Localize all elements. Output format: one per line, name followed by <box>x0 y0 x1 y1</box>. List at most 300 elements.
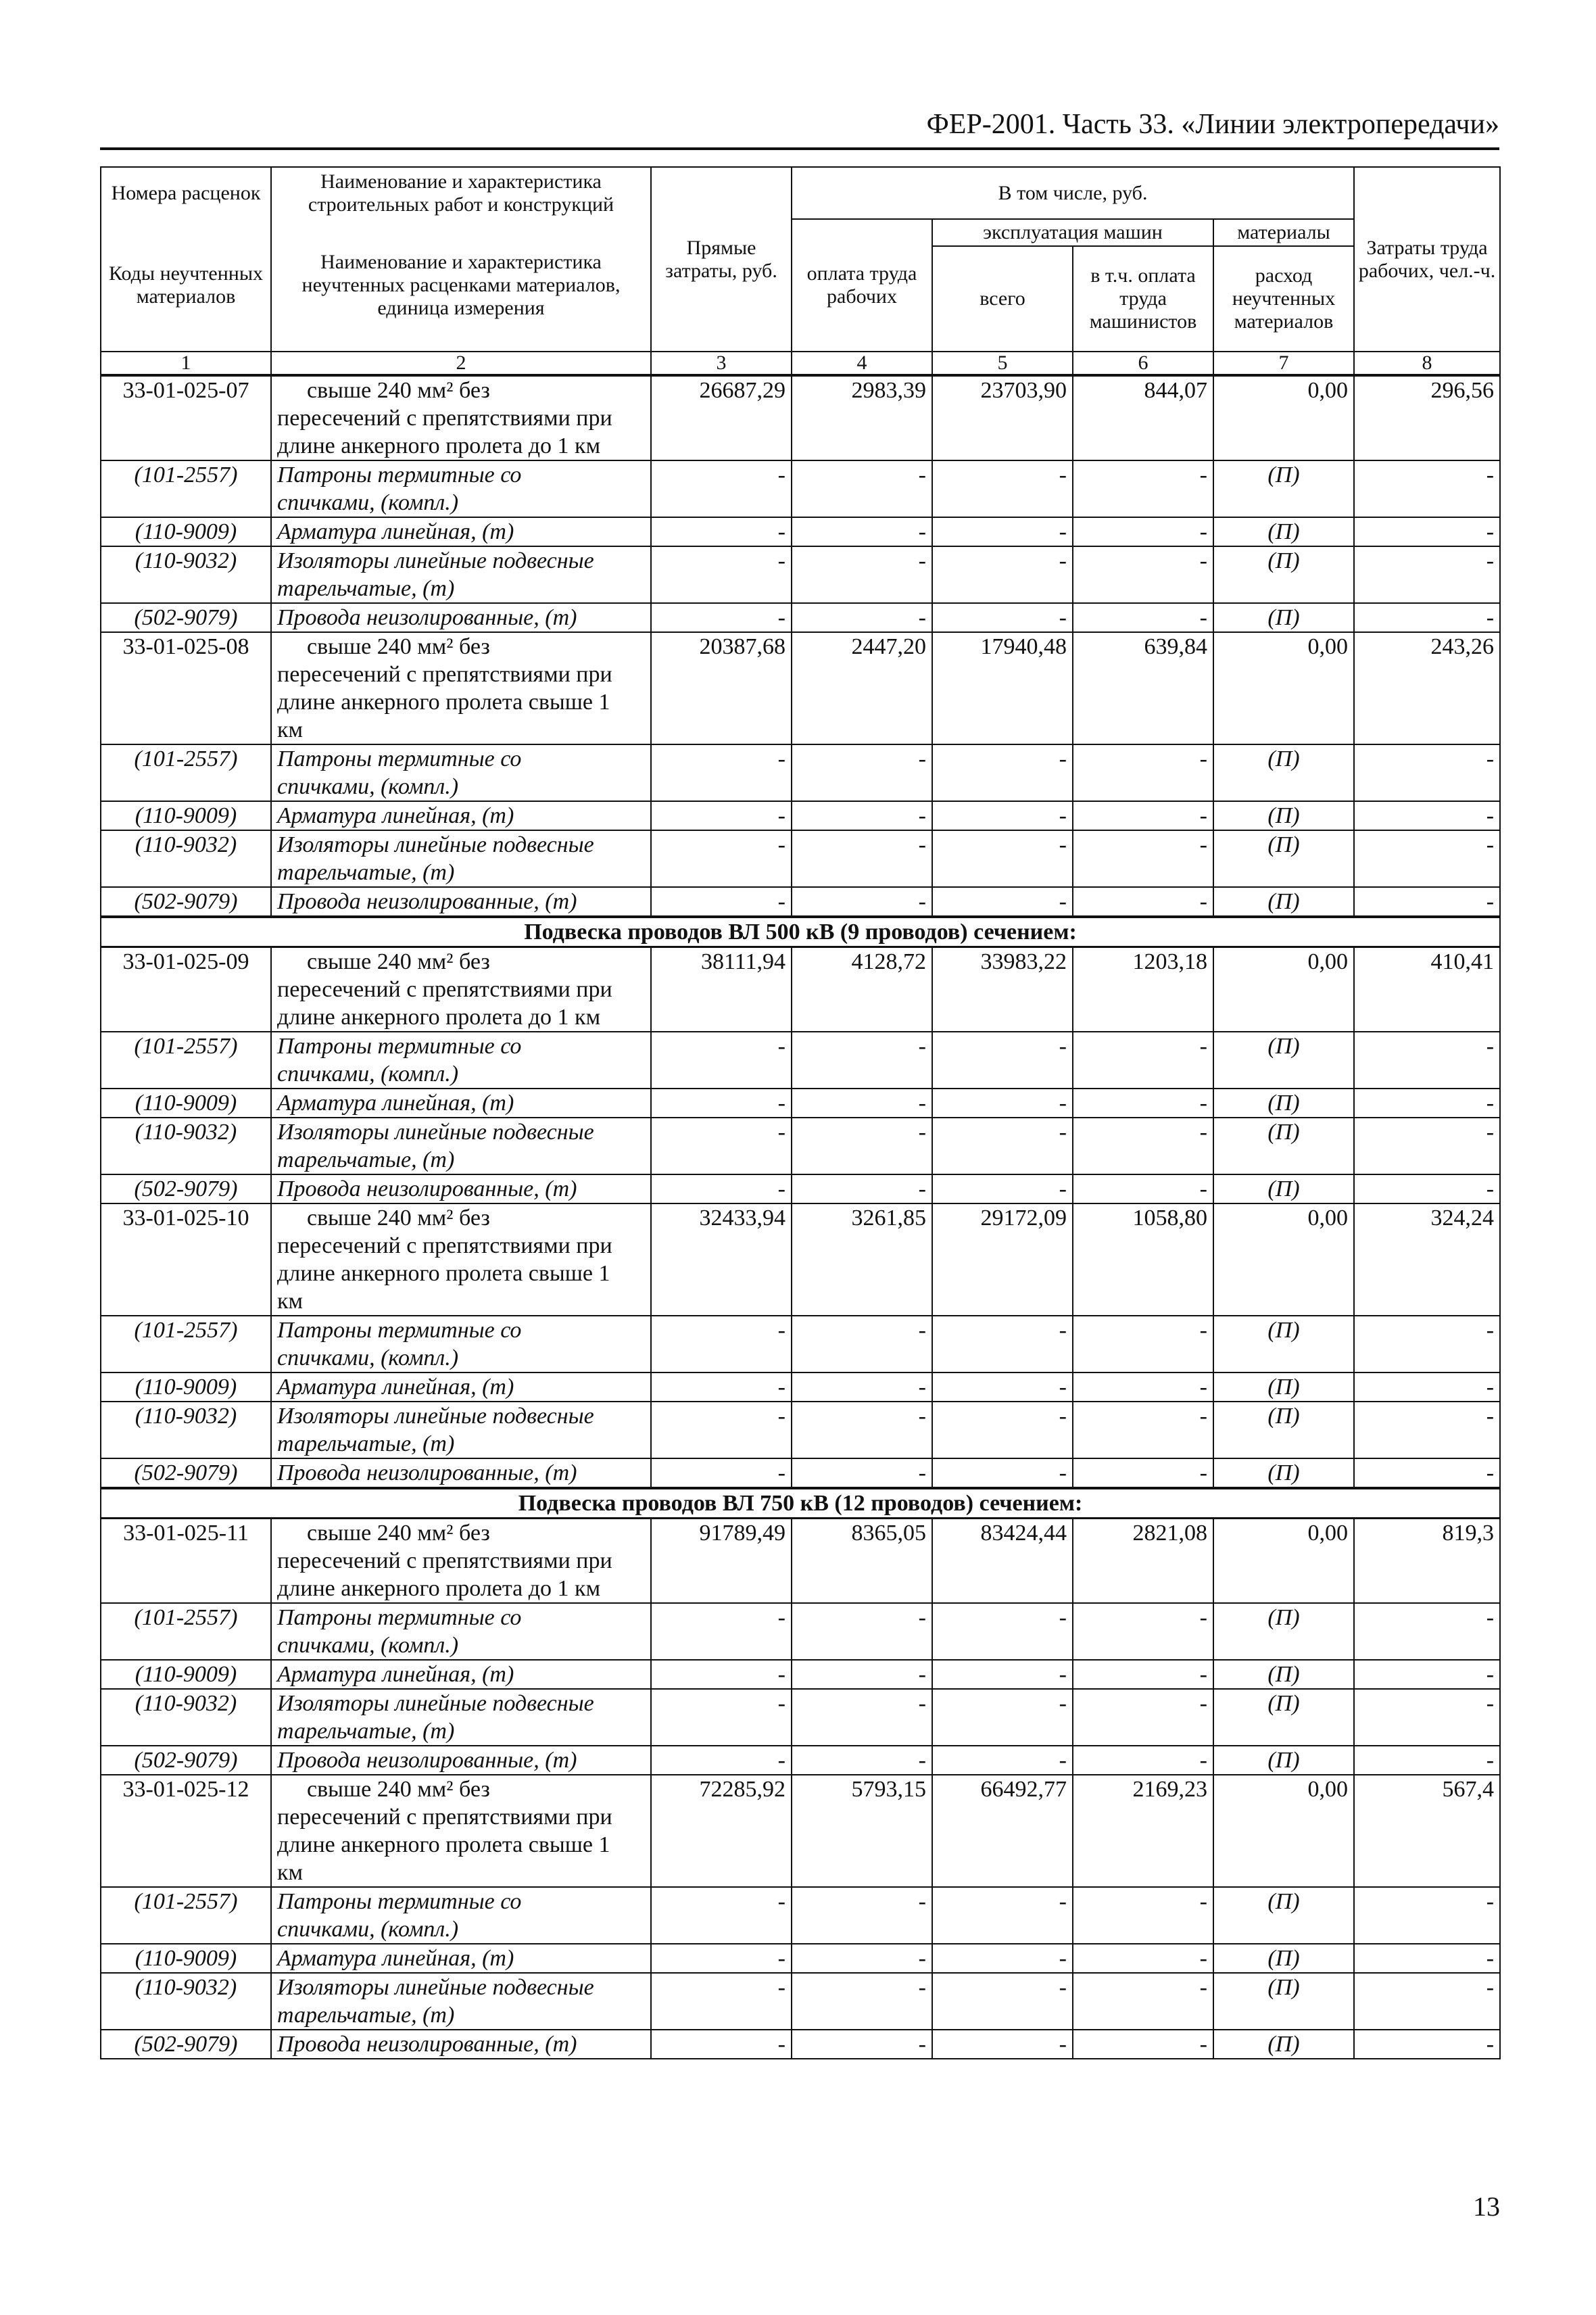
th-rates: Номера расценок <box>101 167 271 219</box>
material-mark: (П) <box>1213 546 1354 603</box>
dash-value: - <box>932 460 1073 517</box>
dash-value: - <box>1354 1316 1500 1373</box>
material-row <box>101 887 1500 917</box>
col-num: 1 <box>101 352 271 375</box>
text-line: пересечений с препятствиями при <box>277 1805 612 1830</box>
material-name <box>271 460 651 517</box>
text-line: км <box>277 717 304 742</box>
material-mark: (П) <box>1213 1944 1354 1973</box>
text-line: длине анкерного пролета свыше 1 <box>277 690 610 715</box>
dash-value: - <box>792 546 932 603</box>
text-line: Изоляторы линейные подвесные <box>277 1975 594 2000</box>
dash-value: - <box>792 1118 932 1174</box>
text-line: пересечений с препятствиями при <box>277 662 612 687</box>
rate-row <box>101 1519 1500 1604</box>
machinist-pay: 1203,18 <box>1073 947 1213 1032</box>
rate-description <box>271 1203 651 1316</box>
material-code: (502-9079) <box>101 603 271 632</box>
dash-value: - <box>1073 517 1213 546</box>
material-name <box>271 1316 651 1373</box>
dash-value: - <box>932 546 1073 603</box>
dash-value: - <box>792 1032 932 1089</box>
text-line: тарельчатые, (т) <box>277 860 455 885</box>
text-line: пересечений с препятствиями при <box>277 1548 612 1573</box>
dash-value: - <box>651 603 792 632</box>
text-line: тарельчатые, (т) <box>277 576 455 601</box>
material-name <box>271 1458 651 1488</box>
dash-value: - <box>1073 1373 1213 1402</box>
text-line: спичками, (компл.) <box>277 1633 459 1658</box>
material-code: (110-9009) <box>101 1373 271 1402</box>
dash-value: - <box>1354 1032 1500 1089</box>
dash-value: - <box>1073 1118 1213 1174</box>
material-code: (110-9009) <box>101 801 271 830</box>
dash-value: - <box>1354 546 1500 603</box>
th-codes: Коды неучтенных материалов <box>101 219 271 352</box>
material-name <box>271 2030 651 2059</box>
material-row <box>101 1887 1500 1944</box>
text-line: Изоляторы линейные подвесные <box>277 548 594 573</box>
text-line: спичками, (компл.) <box>277 1061 459 1087</box>
text-line: свыше 240 мм² без <box>307 634 490 659</box>
material-row <box>101 460 1500 517</box>
dash-value: - <box>1354 1118 1500 1174</box>
dash-value: - <box>1354 1944 1500 1973</box>
dash-value: - <box>932 1689 1073 1746</box>
dash-value: - <box>932 1973 1073 2030</box>
material-name <box>271 1973 651 2030</box>
material-row <box>101 2030 1500 2059</box>
dash-value: - <box>651 2030 792 2059</box>
material-code: (101-2557) <box>101 1603 271 1660</box>
dash-value: - <box>1073 1973 1213 2030</box>
th-incl-pay: в т.ч. оплата труда машинистов <box>1073 246 1213 352</box>
dash-value: - <box>1354 887 1500 917</box>
material-row <box>101 1174 1500 1203</box>
material-name <box>271 1944 651 1973</box>
dash-value: - <box>792 1689 932 1746</box>
direct-cost: 20387,68 <box>651 632 792 744</box>
text-line: свыше 240 мм² без <box>307 1777 490 1802</box>
dash-value: - <box>792 1089 932 1118</box>
material-row <box>101 1458 1500 1488</box>
material-name <box>271 1118 651 1174</box>
dash-value: - <box>651 1603 792 1660</box>
material-mark: (П) <box>1213 1660 1354 1689</box>
dash-value: - <box>1354 1174 1500 1203</box>
direct-cost: 38111,94 <box>651 947 792 1032</box>
rate-row <box>101 947 1500 1032</box>
machines-total: 29172,09 <box>932 1203 1073 1316</box>
dash-value: - <box>651 1689 792 1746</box>
material-row <box>101 1402 1500 1458</box>
material-mark: (П) <box>1213 1746 1354 1775</box>
rate-code: 33-01-025-08 <box>101 632 271 744</box>
text-line: свыше 240 мм² без <box>307 949 490 974</box>
text-line: Изоляторы линейные подвесные <box>277 832 594 857</box>
material-name <box>271 1402 651 1458</box>
dash-value: - <box>792 744 932 801</box>
page-header: ФЕР-2001. Часть 33. «Линии электропередачи» <box>100 108 1499 150</box>
text-line: Изоляторы линейные подвесные <box>277 1691 594 1716</box>
dash-value: - <box>792 1944 932 1973</box>
material-code: (110-9009) <box>101 1944 271 1973</box>
dash-value: - <box>1354 1373 1500 1402</box>
material-mark: (П) <box>1213 1174 1354 1203</box>
material-row <box>101 830 1500 887</box>
labor-pay: 4128,72 <box>792 947 932 1032</box>
dash-value: - <box>792 1174 932 1203</box>
text-line: пересечений с препятствиями при <box>277 1233 612 1258</box>
text-line: тарельчатые, (т) <box>277 1431 455 1456</box>
machinist-pay: 2169,23 <box>1073 1775 1213 1887</box>
material-code: (101-2557) <box>101 460 271 517</box>
material-mark: (П) <box>1213 1402 1354 1458</box>
dash-value: - <box>1354 1402 1500 1458</box>
machines-total: 66492,77 <box>932 1775 1073 1887</box>
text-line: Патроны термитные со <box>277 1318 522 1343</box>
th-name2: Наименование и характеристика неучтенных расценками материалов, единица измерения <box>271 219 651 352</box>
dash-value: - <box>651 1174 792 1203</box>
dash-value: - <box>651 887 792 917</box>
text-line: длине анкерного пролета свыше 1 <box>277 1832 610 1857</box>
section-row <box>101 1488 1500 1519</box>
labor-pay: 2447,20 <box>792 632 932 744</box>
direct-cost: 26687,29 <box>651 375 792 460</box>
dash-value: - <box>1073 1887 1213 1944</box>
dash-value: - <box>1354 1887 1500 1944</box>
labor-pay: 3261,85 <box>792 1203 932 1316</box>
material-code: (101-2557) <box>101 1032 271 1089</box>
labor-pay: 5793,15 <box>792 1775 932 1887</box>
dash-value: - <box>651 1402 792 1458</box>
dash-value: - <box>932 1174 1073 1203</box>
material-code: (110-9009) <box>101 517 271 546</box>
section-title: Подвеска проводов ВЛ 500 кВ (9 проводов) сечением: <box>101 917 1500 947</box>
dash-value: - <box>1354 517 1500 546</box>
text-line: спичками, (компл.) <box>277 774 459 799</box>
dash-value: - <box>932 887 1073 917</box>
dash-value: - <box>792 1373 932 1402</box>
labor-hours: 243,26 <box>1354 632 1500 744</box>
material-name <box>271 603 651 632</box>
dash-value: - <box>1073 1402 1213 1458</box>
material-name <box>271 1887 651 1944</box>
dash-value: - <box>1073 1603 1213 1660</box>
dash-value: - <box>651 1373 792 1402</box>
material-code: (502-9079) <box>101 1174 271 1203</box>
rate-description <box>271 947 651 1032</box>
material-mark: (П) <box>1213 1316 1354 1373</box>
machinist-pay: 2821,08 <box>1073 1519 1213 1604</box>
dash-value: - <box>932 2030 1073 2059</box>
material-code: (101-2557) <box>101 1316 271 1373</box>
dash-value: - <box>1354 2030 1500 2059</box>
dash-value: - <box>1073 744 1213 801</box>
material-mark: (П) <box>1213 1373 1354 1402</box>
material-mark: (П) <box>1213 517 1354 546</box>
dash-value: - <box>1073 830 1213 887</box>
dash-value: - <box>651 1887 792 1944</box>
material-row <box>101 546 1500 603</box>
rate-row <box>101 1203 1500 1316</box>
th-mat-use: расход неучтенных материалов <box>1213 246 1354 352</box>
col-num: 5 <box>932 352 1073 375</box>
materials: 0,00 <box>1213 947 1354 1032</box>
rate-code: 33-01-025-10 <box>101 1203 271 1316</box>
material-name <box>271 546 651 603</box>
dash-value: - <box>1354 830 1500 887</box>
material-mark: (П) <box>1213 1458 1354 1488</box>
labor-hours: 324,24 <box>1354 1203 1500 1316</box>
dash-value: - <box>932 1089 1073 1118</box>
col-num: 6 <box>1073 352 1213 375</box>
dash-value: - <box>651 460 792 517</box>
dash-value: - <box>1073 546 1213 603</box>
machines-total: 33983,22 <box>932 947 1073 1032</box>
text-line: Провода неизолированные, (т) <box>277 605 577 630</box>
text-line: Арматура линейная, (т) <box>277 803 514 828</box>
page-number: 13 <box>1473 2191 1500 2222</box>
dash-value: - <box>651 744 792 801</box>
th-incl: В том числе, руб. <box>792 167 1354 219</box>
text-line: Изоляторы линейные подвесные <box>277 1120 594 1145</box>
material-mark: (П) <box>1213 801 1354 830</box>
rate-description <box>271 375 651 460</box>
dash-value: - <box>792 1887 932 1944</box>
dash-value: - <box>1073 801 1213 830</box>
material-mark: (П) <box>1213 1973 1354 2030</box>
material-row <box>101 1316 1500 1373</box>
rate-row <box>101 632 1500 744</box>
th-machines: эксплуатация машин <box>932 219 1213 246</box>
material-mark: (П) <box>1213 603 1354 632</box>
dash-value: - <box>792 1746 932 1775</box>
labor-pay: 8365,05 <box>792 1519 932 1604</box>
text-line: Провода неизолированные, (т) <box>277 889 577 914</box>
dash-value: - <box>1354 1689 1500 1746</box>
dash-value: - <box>1354 1603 1500 1660</box>
text-line: свыше 240 мм² без <box>307 378 490 403</box>
dash-value: - <box>1354 1746 1500 1775</box>
dash-value: - <box>792 887 932 917</box>
dash-value: - <box>932 1887 1073 1944</box>
text-line: Патроны термитные со <box>277 746 522 771</box>
material-row <box>101 1660 1500 1689</box>
labor-hours: 819,3 <box>1354 1519 1500 1604</box>
dash-value: - <box>932 744 1073 801</box>
material-code: (110-9032) <box>101 1973 271 2030</box>
dash-value: - <box>1354 744 1500 801</box>
direct-cost: 91789,49 <box>651 1519 792 1604</box>
section-title: Подвеска проводов ВЛ 750 кВ (12 проводов) сечением: <box>101 1488 1500 1519</box>
material-mark: (П) <box>1213 1603 1354 1660</box>
text-line: тарельчатые, (т) <box>277 1147 455 1172</box>
material-row <box>101 1746 1500 1775</box>
machines-total: 17940,48 <box>932 632 1073 744</box>
col-num: 3 <box>651 352 792 375</box>
text-line: свыше 240 мм² без <box>307 1521 490 1546</box>
dash-value: - <box>792 517 932 546</box>
th-labor-pay: оплата труда рабочих <box>792 219 932 352</box>
price-table <box>100 166 1501 2059</box>
dash-value: - <box>932 801 1073 830</box>
material-code: (110-9032) <box>101 1402 271 1458</box>
text-line: Изоляторы линейные подвесные <box>277 1404 594 1429</box>
col-num: 8 <box>1354 352 1500 375</box>
material-name <box>271 887 651 917</box>
rate-description <box>271 1775 651 1887</box>
col-num: 4 <box>792 352 932 375</box>
material-mark: (П) <box>1213 1032 1354 1089</box>
material-mark: (П) <box>1213 2030 1354 2059</box>
material-code: (502-9079) <box>101 1746 271 1775</box>
text-line: Арматура линейная, (т) <box>277 1946 514 1971</box>
material-code: (110-9032) <box>101 830 271 887</box>
dash-value: - <box>932 1458 1073 1488</box>
dash-value: - <box>932 1032 1073 1089</box>
text-line: длине анкерного пролета до 1 км <box>277 1005 601 1030</box>
dash-value: - <box>1354 1458 1500 1488</box>
material-mark: (П) <box>1213 1118 1354 1174</box>
dash-value: - <box>1073 1089 1213 1118</box>
material-row <box>101 1603 1500 1660</box>
text-line: пересечений с препятствиями при <box>277 406 612 431</box>
material-code: (110-9032) <box>101 546 271 603</box>
text-line: спичками, (компл.) <box>277 490 459 515</box>
material-row <box>101 1973 1500 2030</box>
dash-value: - <box>1073 887 1213 917</box>
text-line: тарельчатые, (т) <box>277 1719 455 1744</box>
dash-value: - <box>932 1118 1073 1174</box>
material-row <box>101 1032 1500 1089</box>
th-total: всего <box>932 246 1073 352</box>
dash-value: - <box>1073 1316 1213 1373</box>
dash-value: - <box>932 1603 1073 1660</box>
materials: 0,00 <box>1213 1203 1354 1316</box>
material-name <box>271 830 651 887</box>
dash-value: - <box>1354 1089 1500 1118</box>
dash-value: - <box>651 1660 792 1689</box>
table-body <box>101 375 1500 2059</box>
labor-hours: 296,56 <box>1354 375 1500 460</box>
th-materials: материалы <box>1213 219 1354 246</box>
text-line: пересечений с препятствиями при <box>277 977 612 1002</box>
text-line: Провода неизолированные, (т) <box>277 1460 577 1485</box>
text-line: Провода неизолированные, (т) <box>277 2032 577 2057</box>
material-code: (502-9079) <box>101 887 271 917</box>
material-mark: (П) <box>1213 460 1354 517</box>
text-line: спичками, (компл.) <box>277 1917 459 1942</box>
text-line: Провода неизолированные, (т) <box>277 1176 577 1201</box>
text-line: Провода неизолированные, (т) <box>277 1748 577 1773</box>
material-code: (110-9032) <box>101 1118 271 1174</box>
dash-value: - <box>651 1032 792 1089</box>
text-line: Арматура линейная, (т) <box>277 1375 514 1400</box>
material-mark: (П) <box>1213 887 1354 917</box>
dash-value: - <box>792 460 932 517</box>
material-mark: (П) <box>1213 744 1354 801</box>
dash-value: - <box>932 1944 1073 1973</box>
rate-row <box>101 375 1500 460</box>
material-name <box>271 1746 651 1775</box>
rate-description <box>271 1519 651 1604</box>
dash-value: - <box>792 1660 932 1689</box>
dash-value: - <box>651 1944 792 1973</box>
material-code: (101-2557) <box>101 744 271 801</box>
dash-value: - <box>792 1316 932 1373</box>
rate-description <box>271 632 651 744</box>
material-code: (101-2557) <box>101 1887 271 1944</box>
material-name <box>271 744 651 801</box>
materials: 0,00 <box>1213 1775 1354 1887</box>
materials: 0,00 <box>1213 375 1354 460</box>
material-mark: (П) <box>1213 830 1354 887</box>
dash-value: - <box>792 830 932 887</box>
dash-value: - <box>792 801 932 830</box>
material-row <box>101 1689 1500 1746</box>
dash-value: - <box>932 1660 1073 1689</box>
section-row <box>101 917 1500 947</box>
dash-value: - <box>932 1402 1073 1458</box>
labor-hours: 567,4 <box>1354 1775 1500 1887</box>
dash-value: - <box>792 2030 932 2059</box>
dash-value: - <box>932 1746 1073 1775</box>
dash-value: - <box>651 1089 792 1118</box>
text-line: Арматура линейная, (т) <box>277 1662 514 1687</box>
dash-value: - <box>1354 1660 1500 1689</box>
machines-total: 23703,90 <box>932 375 1073 460</box>
material-code: (502-9079) <box>101 1458 271 1488</box>
material-name <box>271 1603 651 1660</box>
dash-value: - <box>1073 1746 1213 1775</box>
dash-value: - <box>651 830 792 887</box>
material-row <box>101 1944 1500 1973</box>
material-mark: (П) <box>1213 1887 1354 1944</box>
dash-value: - <box>1354 1973 1500 2030</box>
labor-hours: 410,41 <box>1354 947 1500 1032</box>
material-name <box>271 517 651 546</box>
dash-value: - <box>651 801 792 830</box>
material-row <box>101 801 1500 830</box>
material-row <box>101 744 1500 801</box>
dash-value: - <box>792 603 932 632</box>
rate-code: 33-01-025-12 <box>101 1775 271 1887</box>
th-labor: Затраты труда рабочих, чел.-ч. <box>1354 167 1500 352</box>
material-row <box>101 1373 1500 1402</box>
machines-total: 83424,44 <box>932 1519 1073 1604</box>
text-line: спичками, (компл.) <box>277 1345 459 1370</box>
material-code: (502-9079) <box>101 2030 271 2059</box>
dash-value: - <box>1073 1032 1213 1089</box>
dash-value: - <box>932 1316 1073 1373</box>
direct-cost: 32433,94 <box>651 1203 792 1316</box>
material-row <box>101 517 1500 546</box>
material-name <box>271 1089 651 1118</box>
material-name <box>271 1032 651 1089</box>
th-direct: Прямые затраты, руб. <box>651 167 792 352</box>
text-line: Патроны термитные со <box>277 1605 522 1630</box>
dash-value: - <box>1073 1660 1213 1689</box>
dash-value: - <box>651 546 792 603</box>
text-line: Арматура линейная, (т) <box>277 1091 514 1116</box>
dash-value: - <box>792 1973 932 2030</box>
th-name: Наименование и характеристика строительных работ и конструкций <box>271 167 651 219</box>
material-row <box>101 1089 1500 1118</box>
labor-pay: 2983,39 <box>792 375 932 460</box>
machinist-pay: 844,07 <box>1073 375 1213 460</box>
material-mark: (П) <box>1213 1089 1354 1118</box>
